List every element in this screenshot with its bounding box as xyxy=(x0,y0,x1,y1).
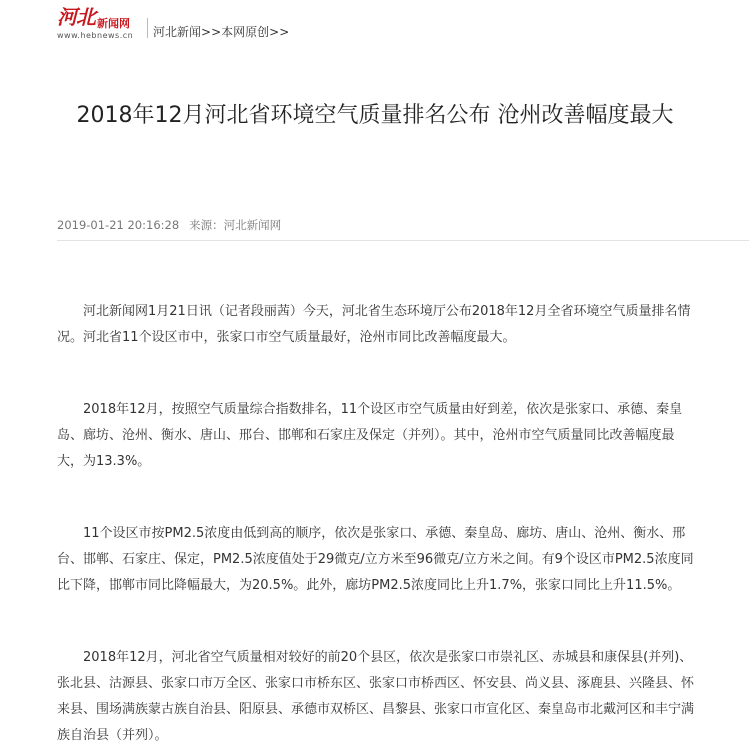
meta-divider xyxy=(57,240,749,241)
breadcrumb-home-link[interactable]: 河北新闻 xyxy=(153,25,202,39)
article-title: 2018年12月河北省环境空气质量排名公布 沧州改善幅度最大 xyxy=(76,103,674,128)
publish-datetime: 2019-01-21 20:16:28 xyxy=(57,218,180,232)
article-paragraph: 11个设区市按PM2.5浓度由低到高的顺序，依次是张家口、承德、秦皇岛、廊坊、唐山、沧州、衡水、邢台、邯郸、石家庄、保定，PM2.5浓度值处于29微克/立方米至96微克/立方米之间。有9个设区市PM2.5浓度同比下降，邯郸市同比降幅最大，为20.5%。此外，廊坊PM2.5浓度同比上升1.7%，张家口同比上升11.5%。 xyxy=(57,526,694,593)
breadcrumb-trailing-separator: >> xyxy=(269,25,290,39)
breadcrumb-section-link[interactable]: 本网原创 xyxy=(221,25,270,39)
site-logo[interactable] xyxy=(57,4,147,42)
article-paragraph: 2018年12月，按照空气质量综合指数排名，11个设区市空气质量由好到差，依次是张家口、承德、秦皇岛、廊坊、沧州、衡水、唐山、邢台、邯郸和石家庄及保定（并列）。其中，沧州市空气质量同比改善幅度最大，为13.3%。 xyxy=(57,402,683,469)
logo-wordmark: 河北 xyxy=(57,5,95,29)
article-paragraph: 河北新闻网1月21日讯（记者段丽茜）今天，河北省生态环境厅公布2018年12月全省环境空气质量排名情况。河北省11个设区市中，张家口市空气质量最好，沧州市同比改善幅度最大。 xyxy=(57,304,691,345)
article-source: 来源：河北新闻网 xyxy=(189,218,282,232)
breadcrumb xyxy=(153,24,289,40)
article-paragraph: 2018年12月，河北省空气质量相对较好的前20个县区，依次是张家口市崇礼区、赤城县和康保县(并列)、张北县、沽源县、张家口市万全区、张家口市桥东区、张家口市桥西区、怀安县、尚义县、涿鹿县、兴隆县、怀来县、围场满族蒙古族自治县、阳原县、承德市双桥区、昌黎县、张家口市宣化区、秦皇岛市北戴河区和丰宁满族自治县（并列）。 xyxy=(57,650,695,743)
breadcrumb-separator: >> xyxy=(201,25,222,39)
logo-divider xyxy=(147,18,148,38)
article-meta xyxy=(57,217,281,233)
logo-url: www.hebnews.cn xyxy=(57,31,134,40)
site-header xyxy=(0,0,749,46)
logo-subtitle: 新闻网 xyxy=(97,17,130,30)
